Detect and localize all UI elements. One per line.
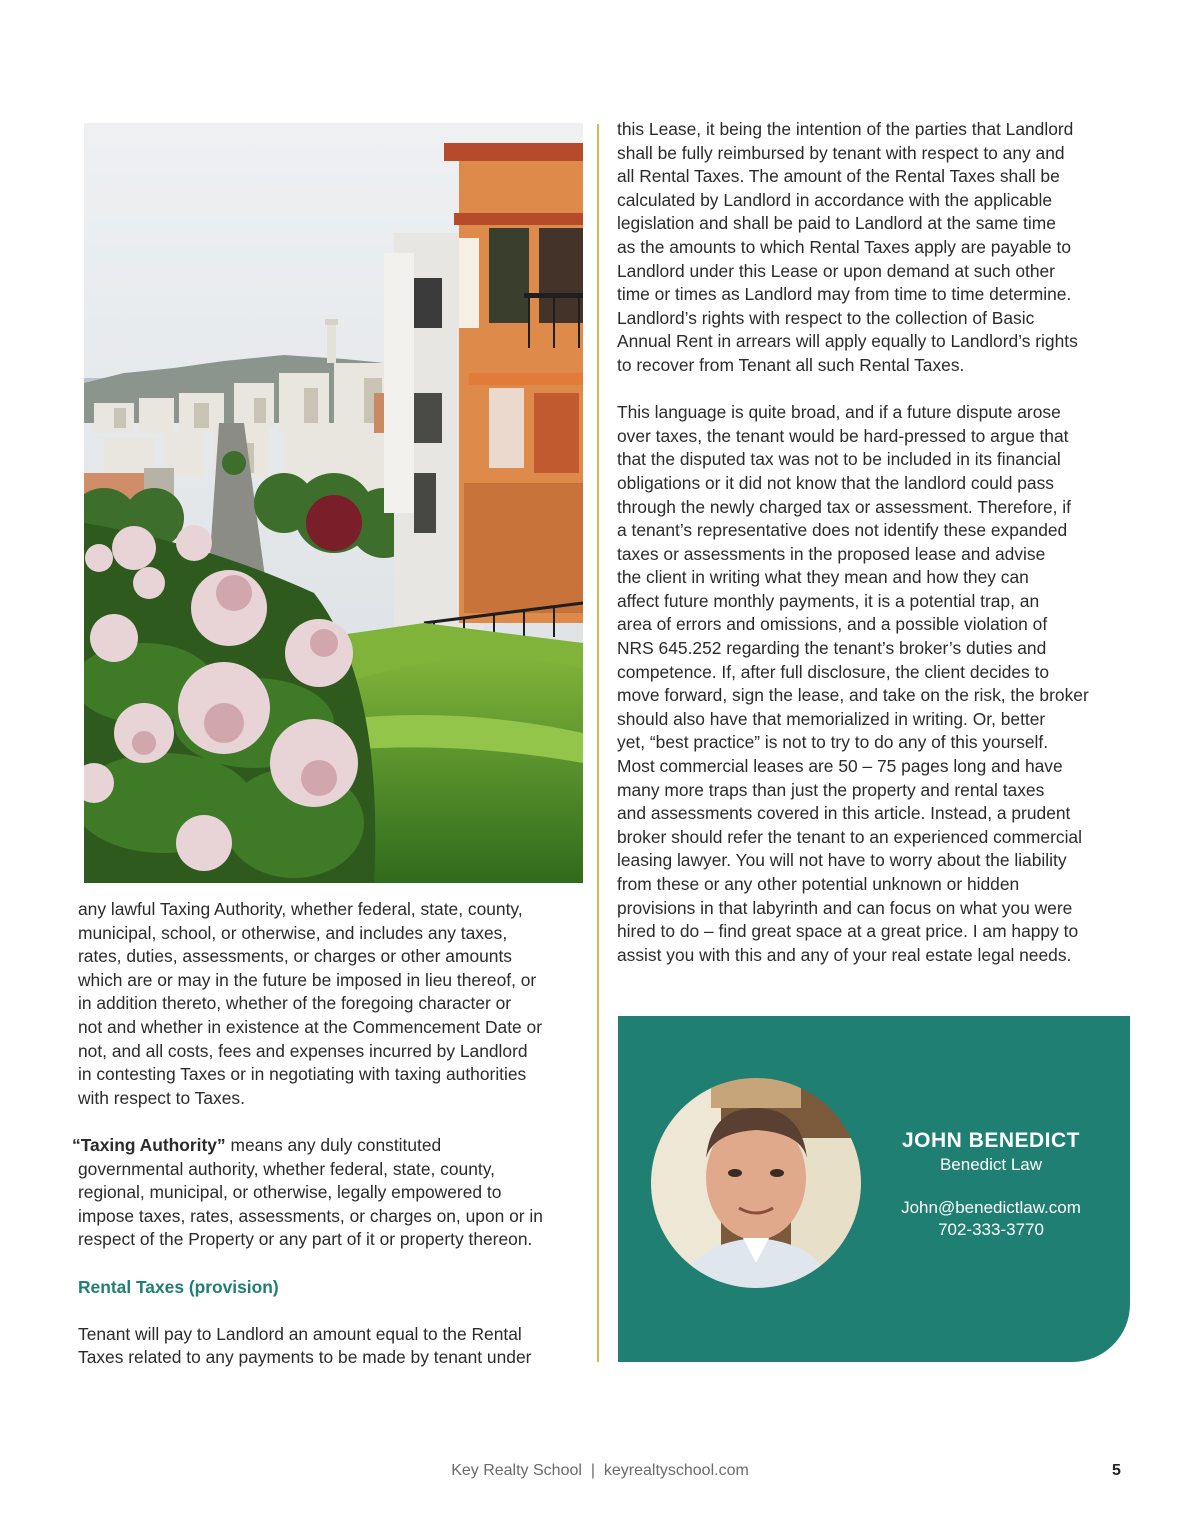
author-email[interactable]: John@benedictlaw.com — [901, 1198, 1081, 1217]
right-column — [617, 118, 1137, 967]
taxing-authority-definition: “Taxing Authority” means any duly constituted governmental authority, whether federal, state, county, regional, municipal, or otherwise, legally empowered to impose taxes, rates, assessments, or charges on, upon or in respect of the Property or any part of it or property thereon. — [72, 1134, 543, 1250]
section-subheading: Rental Taxes (provision) — [78, 1276, 279, 1297]
column-divider — [597, 124, 599, 1362]
page-number: 5 — [1112, 1462, 1121, 1479]
rental-taxes-provision-continued: this Lease, it being the intention of the parties that Landlord shall be fully reimbursed by tenant with respect to any and all Rental Taxes. The amount of the Rental Taxes shall be calculated by Landlord in accordance with the applicable legislation and shall be paid to Landlord at the same time as the amounts to which Rental Taxes apply are payable to Landlord under this Lease or upon demand at such other time or times as Landlord may from time to time determine. Landlord’s rights with respect to the collection of Basic Annual Rent in arrears will apply equally to Landlord’s rights to recover from Tenant all such Rental Taxes. — [617, 119, 1078, 375]
page-footer — [0, 1462, 1200, 1480]
author-firm: Benedict Law — [939, 1155, 1043, 1174]
taxes-definition-continued: any lawful Taxing Authority, whether federal, state, county, municipal, school, or otherwise, and includes any taxes, rates, duties, assessments, or charges or other amounts which are or may in the future be imposed in lieu thereof, or in addition thereto, whether of the foregoing character or not and whether in existence at the Commencement Date or not, and all costs, fees and expenses incurred by Landlord in contesting Taxes or in negotiating with taxing authorities with respect to Taxes. — [78, 899, 543, 1108]
author-avatar — [651, 1078, 861, 1288]
commentary-paragraph: This language is quite broad, and if a future dispute arose over taxes, the tenant would be hard-pressed to argue that that the disputed tax was not to be included in its financial obligations or it did not know that the landlord could pass through the newly charged tax or assessment. Therefore, if a tenant’s representative does not identify these expanded taxes or assessments in the proposed lease and advise the client in writing what they mean and how they can affect future monthly payments, it is a potential trap, an area of errors and omissions, and a possible violation of NRS 645.252 regarding the tenant’s broker’s duties and competence. If, after full disclosure, the client decides to move forward, sign the lease, and take on the risk, the broker should also have that memorialized in writing. Or, better yet, “best practice” is not to try to do any of this yourself. Most commercial leases are 50 – 75 pages long and have many more traps than just the property and rental taxes and assessments covered in this article. Instead, a prudent broker should refer the tenant to an experienced commercial leasing lawyer. You will not have to worry about the liability from these or any other potential unknown or hidden provisions in that labyrinth and can focus on what you were hired to do – find great space at a great price. I am happy to assist you with this and any of your real estate legal needs. — [617, 402, 1089, 965]
author-contact — [876, 1128, 1106, 1241]
defined-term: “Taxing Authority” — [72, 1134, 226, 1155]
left-column — [72, 898, 583, 1370]
rental-taxes-provision: Tenant will pay to Landlord an amount equal to the Rental Taxes related to any payments to be made by tenant under — [78, 1323, 532, 1368]
footer-text: Key Realty School | keyrealtyschool.com — [451, 1462, 749, 1479]
author-name: JOHN BENEDICT — [901, 1129, 1081, 1152]
author-phone[interactable]: 702-333-3770 — [938, 1220, 1044, 1239]
street-hydrangea-photo — [84, 123, 583, 883]
author-card — [618, 1016, 1130, 1362]
